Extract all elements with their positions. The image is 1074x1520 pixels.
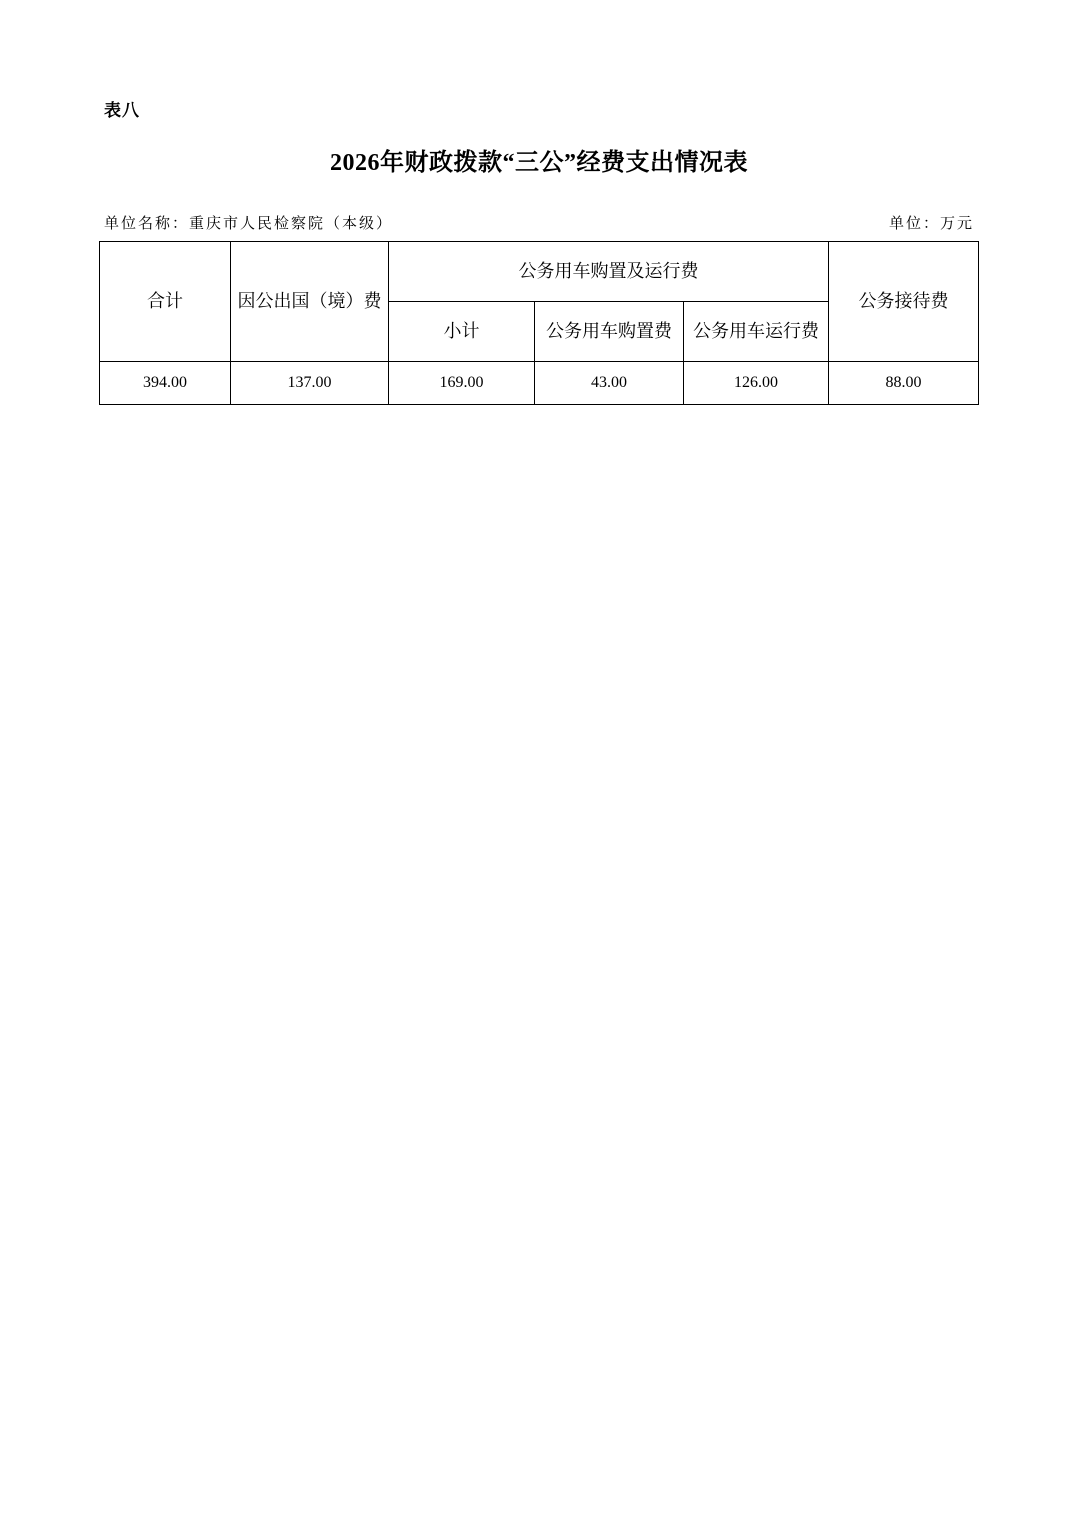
document-title: 2026年财政拨款“三公”经费支出情况表 — [330, 150, 748, 176]
header-abroad: 因公出国（境）费 — [231, 242, 389, 362]
cell-abroad: 137.00 — [231, 362, 389, 405]
data-row — [100, 362, 979, 405]
header-vehicle-group: 公务用车购置及运行费 — [389, 242, 829, 302]
unit-label: 单位：万元 — [888, 214, 974, 232]
cell-vehicle-operation: 126.00 — [684, 362, 829, 405]
cell-reception: 88.00 — [829, 362, 979, 405]
cell-subtotal: 169.00 — [389, 362, 535, 405]
cell-vehicle-purchase: 43.00 — [535, 362, 684, 405]
unit-name-label: 单位名称：重庆市人民检察院（本级） — [104, 214, 394, 232]
header-total: 合计 — [100, 242, 231, 362]
cell-total: 394.00 — [100, 362, 231, 405]
expense-table — [99, 241, 979, 405]
header-subtotal: 小计 — [389, 302, 535, 362]
header-vehicle-operation: 公务用车运行费 — [684, 302, 829, 362]
table-number: 表八 — [104, 101, 140, 120]
meta-row — [104, 210, 974, 236]
header-vehicle-purchase: 公务用车购置费 — [535, 302, 684, 362]
header-row-1 — [100, 242, 979, 302]
header-reception: 公务接待费 — [829, 242, 979, 362]
